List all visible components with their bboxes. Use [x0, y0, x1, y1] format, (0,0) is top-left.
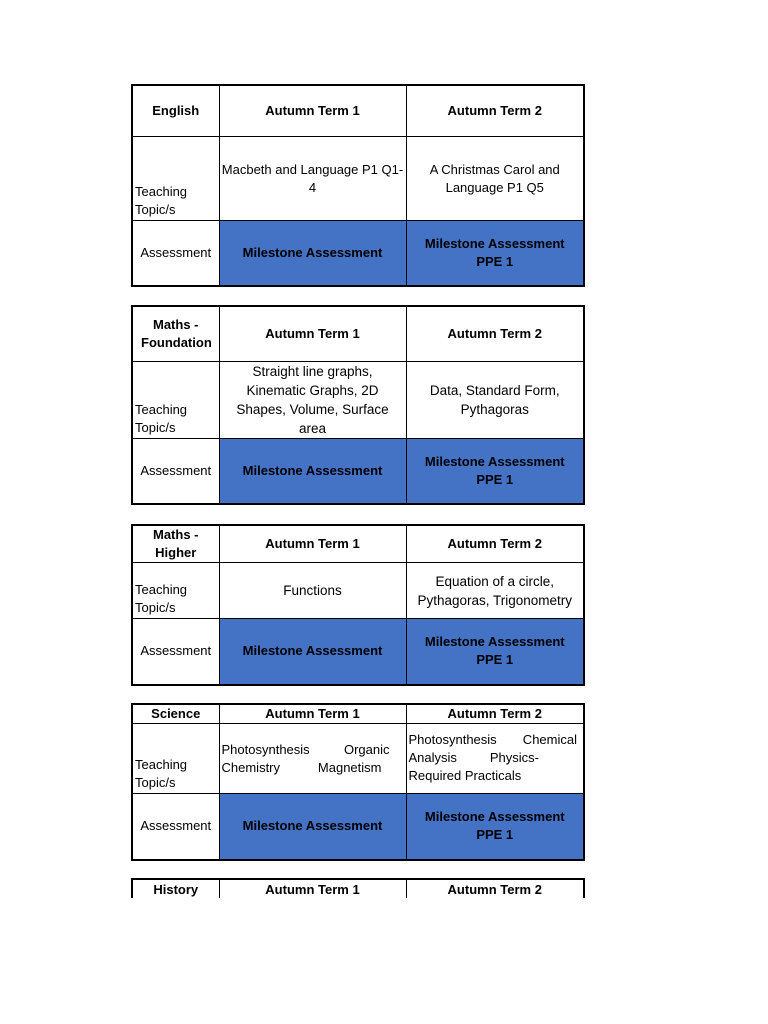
subject-cell: Maths - Higher	[132, 525, 219, 563]
assessment2-cell	[406, 619, 584, 685]
term1-header: Autumn Term 1	[219, 85, 406, 136]
history-table-clip	[131, 878, 587, 898]
assessment-label: Assessment	[132, 794, 219, 860]
assessment-label: Assessment	[132, 438, 219, 504]
assessment-label: Assessment	[132, 619, 219, 685]
assessment1-cell: Milestone Assessment	[219, 619, 406, 685]
assessment-label: Assessment	[132, 220, 219, 286]
topic2-cell	[406, 724, 584, 794]
topic1-line2: Chemistry Magnetism	[221, 760, 382, 775]
term1-header: Autumn Term 1	[219, 879, 406, 898]
assessment2-cell	[406, 794, 584, 860]
topics-label: Teaching Topic/s	[132, 361, 219, 438]
topic2-cell: Equation of a circle, Pythagoras, Trigonometry	[406, 563, 584, 619]
assessment1-cell: Milestone Assessment	[219, 220, 406, 286]
topic2-line2: Analysis Physics-	[408, 750, 539, 765]
topic2-line3: Required Practicals	[408, 768, 522, 783]
assessment2-line1: Milestone Assessment	[424, 634, 565, 650]
subject-cell: Science	[132, 704, 219, 724]
science-table	[131, 703, 585, 861]
assessment2-line1: Milestone Assessment	[424, 235, 565, 251]
term1-header: Autumn Term 1	[219, 306, 406, 361]
assessment2-line2: PPE 1	[476, 253, 514, 269]
term2-header: Autumn Term 2	[406, 85, 584, 136]
assessment2-line2: PPE 1	[476, 827, 514, 843]
subject-cell: Maths - Foundation	[132, 306, 219, 361]
assessment2-cell	[406, 438, 584, 504]
topic1-cell: Macbeth and Language P1 Q1-4	[219, 136, 406, 220]
term2-header: Autumn Term 2	[406, 704, 584, 724]
history-table	[131, 878, 585, 898]
english-table	[131, 84, 585, 287]
subject-cell: English	[132, 85, 219, 136]
topic1-cell	[219, 724, 406, 794]
topic1-cell: Straight line graphs, Kinematic Graphs, 2D Shapes, Volume, Surface area	[219, 361, 406, 438]
topics-label: Teaching Topic/s	[132, 563, 219, 619]
term2-header: Autumn Term 2	[406, 306, 584, 361]
term1-header: Autumn Term 1	[219, 525, 406, 563]
assessment2-cell	[406, 220, 584, 286]
topic2-cell: Data, Standard Form, Pythagoras	[406, 361, 584, 438]
topic1-line1: Photosynthesis Organic	[221, 742, 390, 757]
topics-label: Teaching Topic/s	[132, 136, 219, 220]
assessment1-cell: Milestone Assessment	[219, 438, 406, 504]
maths-higher-table	[131, 524, 585, 686]
assessment2-line2: PPE 1	[476, 471, 514, 487]
assessment2-line2: PPE 1	[476, 652, 514, 668]
term1-header: Autumn Term 1	[219, 704, 406, 724]
topic1-cell: Functions	[219, 563, 406, 619]
topics-label: Teaching Topic/s	[132, 724, 219, 794]
topic2-line1: Photosynthesis Chemical	[408, 732, 577, 747]
term2-header: Autumn Term 2	[406, 525, 584, 563]
assessment2-line1: Milestone Assessment	[424, 453, 565, 469]
term2-header: Autumn Term 2	[406, 879, 584, 898]
topic2-cell: A Christmas Carol and Language P1 Q5	[406, 136, 584, 220]
subject-cell: History	[132, 879, 219, 898]
assessment1-cell: Milestone Assessment	[219, 794, 406, 860]
assessment2-line1: Milestone Assessment	[424, 809, 565, 825]
maths-foundation-table	[131, 305, 585, 505]
